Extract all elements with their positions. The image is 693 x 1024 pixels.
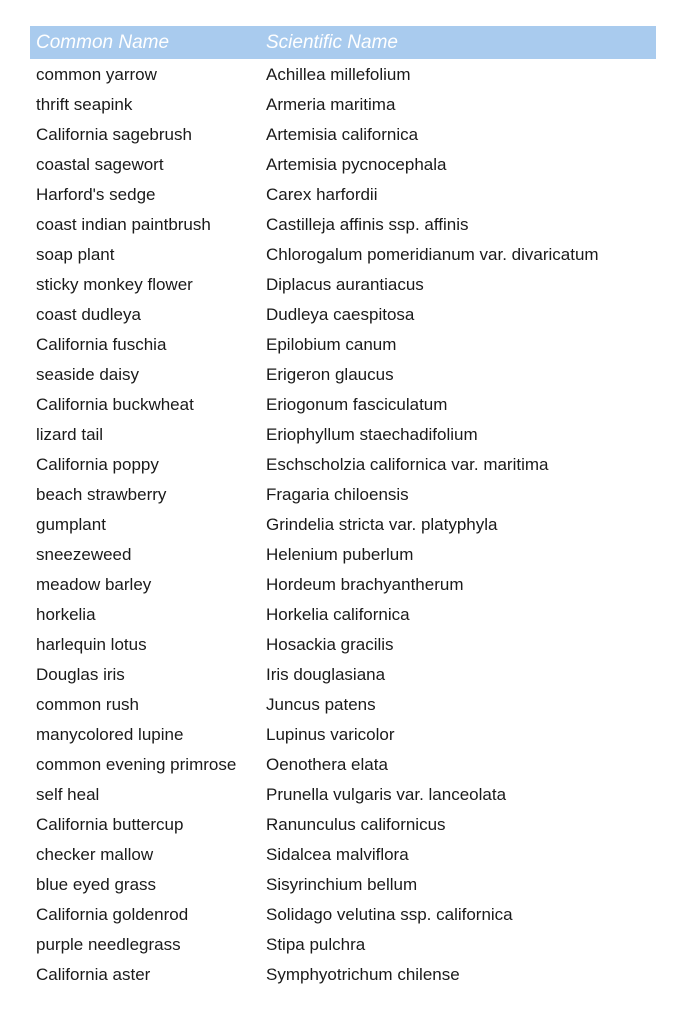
scientific-name-cell: Grindelia stricta var. platyphyla <box>266 515 498 534</box>
scientific-name-cell: Stipa pulchra <box>266 935 366 954</box>
common-name-cell: lizard tail <box>36 425 104 444</box>
table-row <box>30 840 656 870</box>
table-row <box>30 120 656 150</box>
common-name-cell: harlequin lotus <box>36 635 147 654</box>
scientific-name-cell: Juncus patens <box>266 695 376 714</box>
common-name-cell: soap plant <box>36 245 115 264</box>
common-name-cell: sneezeweed <box>36 545 132 564</box>
scientific-name-cell: Iris douglasiana <box>266 665 386 684</box>
table-row <box>30 870 656 900</box>
scientific-name-cell: Fragaria chiloensis <box>266 485 409 504</box>
common-name-cell: Douglas iris <box>36 665 125 684</box>
common-name-cell: coast dudleya <box>36 305 141 324</box>
common-name-cell: thrift seapink <box>36 95 133 114</box>
common-name-cell: California buttercup <box>36 815 184 834</box>
table-row <box>30 300 656 330</box>
header-common-name: Common Name <box>36 31 170 53</box>
common-name-cell: self heal <box>36 785 100 804</box>
table-row <box>30 900 656 930</box>
table-row <box>30 390 656 420</box>
table-row <box>30 240 656 270</box>
common-name-cell: California aster <box>36 965 151 984</box>
table-row <box>30 930 656 960</box>
scientific-name-cell: Solidago velutina ssp. californica <box>266 905 513 924</box>
scientific-name-cell: Hosackia gracilis <box>266 635 394 654</box>
scientific-name-cell: Horkelia californica <box>266 605 410 624</box>
table-row <box>30 960 656 990</box>
common-name-cell: horkelia <box>36 605 96 624</box>
scientific-name-cell: Lupinus varicolor <box>266 725 395 744</box>
common-name-cell: Harford's sedge <box>36 185 156 204</box>
scientific-name-cell: Diplacus aurantiacus <box>266 275 424 294</box>
common-name-cell: manycolored lupine <box>36 725 184 744</box>
common-name-cell: coast indian paintbrush <box>36 215 211 234</box>
table-row <box>30 90 656 120</box>
table-row <box>30 660 656 690</box>
scientific-name-cell: Prunella vulgaris var. lanceolata <box>266 785 507 804</box>
common-name-cell: checker mallow <box>36 845 154 864</box>
common-name-cell: California sagebrush <box>36 125 192 144</box>
table-row <box>30 810 656 840</box>
table-row <box>30 780 656 810</box>
table-row <box>30 600 656 630</box>
scientific-name-cell: Hordeum brachyantherum <box>266 575 464 594</box>
table-row <box>30 570 656 600</box>
table-row <box>30 420 656 450</box>
scientific-name-cell: Artemisia pycnocephala <box>266 155 447 174</box>
common-name-cell: seaside daisy <box>36 365 140 384</box>
common-name-cell: blue eyed grass <box>36 875 157 894</box>
scientific-name-cell: Helenium puberlum <box>266 545 414 564</box>
table-row <box>30 150 656 180</box>
scientific-name-cell: Chlorogalum pomeridianum var. divaricatum <box>266 245 599 264</box>
scientific-name-cell: Achillea millefolium <box>266 65 411 84</box>
common-name-cell: California poppy <box>36 455 159 474</box>
table-row <box>30 720 656 750</box>
table-row <box>30 210 656 240</box>
common-name-cell: purple needlegrass <box>36 935 181 954</box>
common-name-cell: common yarrow <box>36 65 157 84</box>
table-row <box>30 540 656 570</box>
table-header-row <box>30 26 656 59</box>
scientific-name-cell: Artemisia californica <box>266 125 419 144</box>
scientific-name-cell: Oenothera elata <box>266 755 388 774</box>
common-name-cell: beach strawberry <box>36 485 167 504</box>
table-row <box>30 450 656 480</box>
table-row <box>30 630 656 660</box>
scientific-name-cell: Armeria maritima <box>266 95 396 114</box>
table-row <box>30 480 656 510</box>
table-row <box>30 180 656 210</box>
scientific-name-cell: Eriogonum fasciculatum <box>266 395 448 414</box>
scientific-name-cell: Castilleja affinis ssp. affinis <box>266 215 469 234</box>
table-row <box>30 270 656 300</box>
common-name-cell: California fuschia <box>36 335 167 354</box>
table-row <box>30 750 656 780</box>
scientific-name-cell: Eriophyllum staechadifolium <box>266 425 478 444</box>
scientific-name-cell: Eschscholzia californica var. maritima <box>266 455 549 474</box>
common-name-cell: gumplant <box>36 515 106 534</box>
common-name-cell: California goldenrod <box>36 905 189 924</box>
table-row <box>30 690 656 720</box>
common-name-cell: sticky monkey flower <box>36 275 193 294</box>
common-name-cell: common evening primrose <box>36 755 237 774</box>
plant-table <box>30 26 656 990</box>
scientific-name-cell: Epilobium canum <box>266 335 397 354</box>
common-name-cell: meadow barley <box>36 575 152 594</box>
common-name-cell: California buckwheat <box>36 395 194 414</box>
scientific-name-cell: Symphyotrichum chilense <box>266 965 460 984</box>
table-row <box>30 330 656 360</box>
scientific-name-cell: Sidalcea malviflora <box>266 845 409 864</box>
common-name-cell: common rush <box>36 695 139 714</box>
table-row <box>30 360 656 390</box>
scientific-name-cell: Dudleya caespitosa <box>266 305 415 324</box>
scientific-name-cell: Erigeron glaucus <box>266 365 394 384</box>
table-row <box>30 510 656 540</box>
common-name-cell: coastal sagewort <box>36 155 164 174</box>
header-scientific-name: Scientific Name <box>266 31 398 53</box>
scientific-name-cell: Carex harfordii <box>266 185 378 204</box>
scientific-name-cell: Sisyrinchium bellum <box>266 875 418 894</box>
scientific-name-cell: Ranunculus californicus <box>266 815 446 834</box>
table-row <box>30 60 656 90</box>
table-body <box>30 59 656 990</box>
